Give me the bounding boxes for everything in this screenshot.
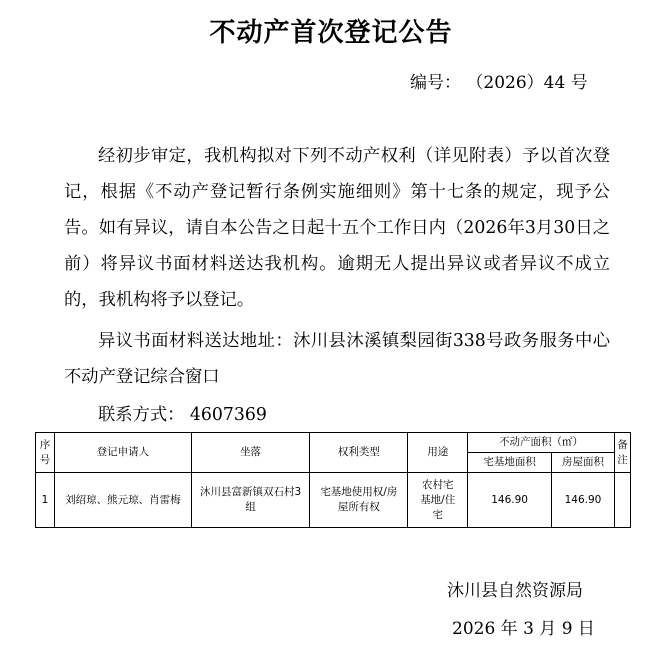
header-right-type: 权利类型 bbox=[310, 433, 408, 473]
cell-applicant: 刘绍琼、熊元琼、肖雷梅 bbox=[54, 473, 191, 528]
cell-house-area: 146.90 bbox=[552, 473, 615, 528]
header-applicant: 登记申请人 bbox=[54, 433, 191, 473]
cell-land-area: 146.90 bbox=[468, 473, 552, 528]
table-header-row bbox=[36, 433, 631, 453]
header-usage: 用途 bbox=[408, 433, 468, 473]
document-number: 编号： （2026）44 号 bbox=[410, 73, 588, 93]
contact-label: 联系方式： bbox=[98, 405, 185, 425]
issuing-authority: 沐川县自然资源局 bbox=[447, 581, 583, 601]
cell-remark bbox=[614, 473, 630, 528]
paragraph-address: 异议书面材料送达地址：沐川县沐溪镇梨园街338号政务服务中心不动产登记综合窗口 bbox=[64, 331, 610, 387]
header-area-group: 不动产面积（㎡） bbox=[468, 433, 615, 453]
property-table bbox=[35, 432, 631, 528]
header-house-area: 房屋面积 bbox=[552, 453, 615, 473]
issue-date: 2026 年 3 月 9 日 bbox=[452, 619, 595, 639]
notice-title: 不动产首次登记公告 bbox=[209, 18, 453, 48]
header-location: 坐落 bbox=[191, 433, 310, 473]
cell-right-type: 宅基地使用权/房屋所有权 bbox=[310, 473, 408, 528]
cell-usage: 农村宅基地/住宅 bbox=[408, 473, 468, 528]
cell-location: 沐川县富新镇双石村3组 bbox=[191, 473, 310, 528]
header-land-area: 宅基地面积 bbox=[468, 453, 552, 473]
header-seq: 序号 bbox=[36, 433, 55, 473]
header-remark: 备注 bbox=[614, 433, 630, 473]
contact-line bbox=[98, 400, 267, 425]
cell-seq: 1 bbox=[36, 473, 55, 528]
table-row bbox=[36, 473, 631, 528]
contact-phone: 4607369 bbox=[189, 405, 267, 425]
paragraph-review: 经初步审定，我机构拟对下列不动产权利（详见附表）予以首次登记，根据《不动产登记暂行条例实施细则》第十七条的规定，现予公告。如有异议，请自本公告之日起十五个工作日内（2026年3月30日之前）将异议书面材料送达我机构。逾期无人提出异议或者异议不成立的，我机构将予以登记。 bbox=[64, 146, 610, 310]
